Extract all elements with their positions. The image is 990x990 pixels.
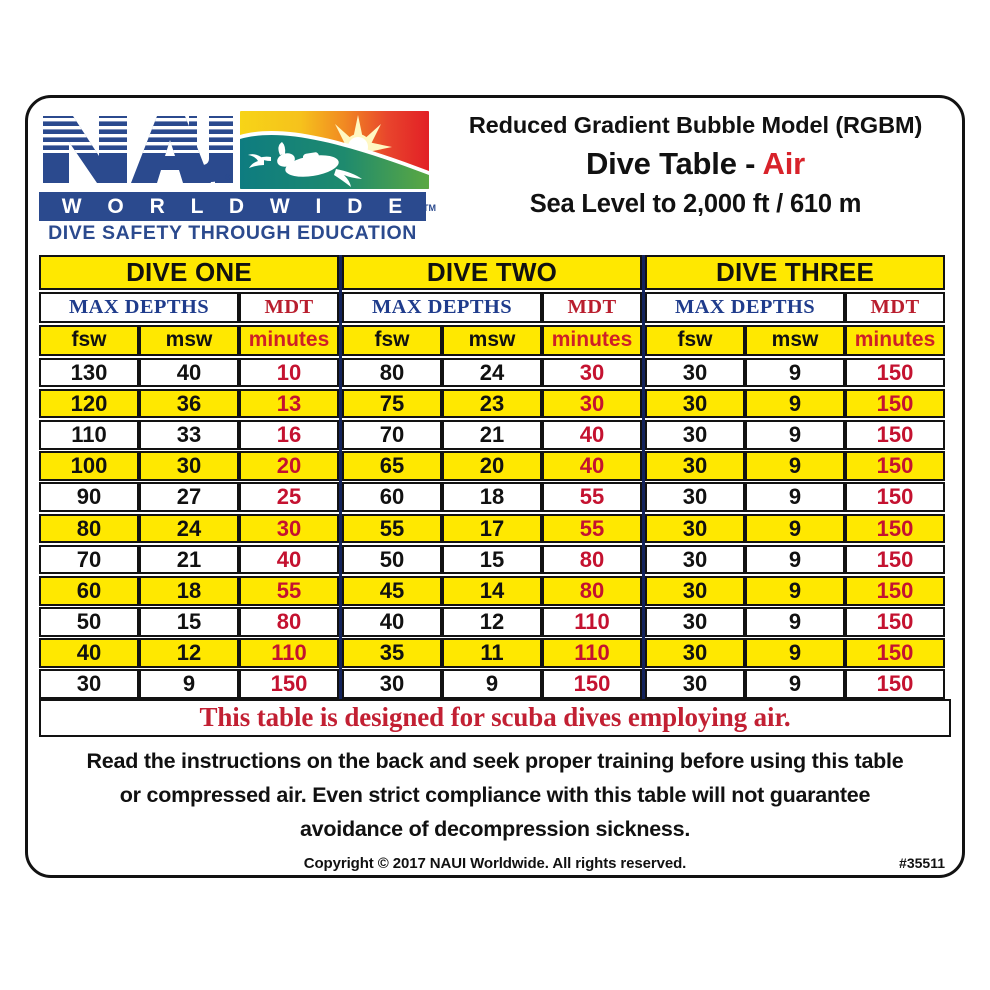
mdt-minutes-cell: 150: [845, 358, 945, 388]
minutes-unit-header: minutes: [845, 325, 945, 356]
depth-fsw-cell: 80: [39, 514, 139, 544]
depth-fsw-cell: 100: [39, 451, 139, 481]
minutes-unit-header: minutes: [239, 325, 339, 356]
diver-sunset-emblem-icon: [240, 111, 429, 189]
depth-msw-cell: 9: [745, 669, 845, 699]
table-row: [645, 514, 945, 544]
table-row: [645, 545, 945, 575]
dive-table: [39, 255, 951, 699]
max-depths-header: MAX DEPTHS: [39, 292, 239, 323]
depth-fsw-cell: 75: [342, 389, 442, 419]
mdt-minutes-cell: 150: [845, 514, 945, 544]
depth-msw-cell: 12: [442, 607, 542, 637]
mdt-minutes-cell: 150: [845, 482, 945, 512]
trademark-icon: TM: [423, 203, 436, 213]
dive-table-card: [25, 95, 965, 878]
naui-logo: [39, 110, 436, 245]
depth-msw-cell: 24: [139, 514, 239, 544]
depth-fsw-cell: 30: [645, 514, 745, 544]
depth-fsw-cell: 45: [342, 576, 442, 606]
mdt-minutes-cell: 80: [239, 607, 339, 637]
depth-fsw-cell: 70: [342, 420, 442, 450]
mdt-minutes-cell: 150: [845, 607, 945, 637]
depth-fsw-cell: 65: [342, 451, 442, 481]
depth-msw-cell: 9: [745, 358, 845, 388]
depth-msw-cell: 18: [139, 576, 239, 606]
depth-fsw-cell: 90: [39, 482, 139, 512]
mdt-minutes-cell: 150: [845, 420, 945, 450]
depth-fsw-cell: 30: [645, 638, 745, 668]
mdt-minutes-cell: 40: [542, 451, 642, 481]
altitude-line: Sea Level to 2,000 ft / 610 m: [529, 190, 862, 218]
naui-worldwide-bar: [39, 192, 436, 221]
footer-line-3: avoidance of decompression sickness.: [299, 817, 691, 841]
copyright-row: [39, 855, 951, 877]
air-notice-banner: This table is designed for scuba dives employing air.: [39, 699, 951, 737]
card-header: [28, 98, 962, 250]
depth-fsw-cell: 30: [645, 576, 745, 606]
fsw-unit-header: fsw: [342, 325, 442, 356]
dive-block-units: [342, 325, 642, 356]
table-row: [645, 669, 945, 699]
depth-msw-cell: 23: [442, 389, 542, 419]
table-row: [645, 607, 945, 637]
page-title-accent: Air: [762, 146, 806, 181]
table-row: [645, 389, 945, 419]
mdt-minutes-cell: 150: [239, 669, 339, 699]
title-block: [433, 108, 958, 219]
depth-msw-cell: 9: [745, 638, 845, 668]
table-row: [645, 638, 945, 668]
dive-block-title: DIVE THREE: [645, 255, 945, 290]
mdt-minutes-cell: 110: [542, 607, 642, 637]
depth-fsw-cell: 80: [342, 358, 442, 388]
fsw-unit-header: fsw: [645, 325, 745, 356]
mdt-minutes-cell: 10: [239, 358, 339, 388]
depth-fsw-cell: 30: [645, 669, 745, 699]
depth-fsw-cell: 130: [39, 358, 139, 388]
mdt-minutes-cell: 55: [542, 514, 642, 544]
depth-msw-cell: 9: [745, 420, 845, 450]
depth-msw-cell: 36: [139, 389, 239, 419]
table-row: [645, 451, 945, 481]
depth-fsw-cell: 35: [342, 638, 442, 668]
table-row: [39, 358, 339, 388]
depth-msw-cell: 9: [745, 514, 845, 544]
mdt-minutes-cell: 40: [239, 545, 339, 575]
depth-msw-cell: 33: [139, 420, 239, 450]
depth-fsw-cell: 30: [645, 482, 745, 512]
table-row: [342, 607, 642, 637]
depth-fsw-cell: 40: [39, 638, 139, 668]
mdt-minutes-cell: 150: [542, 669, 642, 699]
dive-block-subheader: [645, 292, 945, 323]
depth-msw-cell: 14: [442, 576, 542, 606]
depth-msw-cell: 9: [442, 669, 542, 699]
fsw-unit-header: fsw: [39, 325, 139, 356]
depth-msw-cell: 40: [139, 358, 239, 388]
dive-block-title: DIVE ONE: [39, 255, 339, 290]
mdt-minutes-cell: 30: [239, 514, 339, 544]
naui-tagline: DIVE SAFETY THROUGH EDUCATION: [48, 222, 417, 244]
mdt-minutes-cell: 25: [239, 482, 339, 512]
depth-fsw-cell: 55: [342, 514, 442, 544]
table-row: [342, 451, 642, 481]
msw-unit-header: msw: [139, 325, 239, 356]
mdt-minutes-cell: 30: [542, 358, 642, 388]
mdt-minutes-cell: 55: [542, 482, 642, 512]
depth-msw-cell: 30: [139, 451, 239, 481]
page-title: [433, 146, 958, 182]
depth-msw-cell: 11: [442, 638, 542, 668]
svg-text:®: ®: [225, 173, 231, 182]
mdt-header: MDT: [239, 292, 339, 323]
page-title-main: Dive Table -: [585, 146, 763, 181]
table-row: [342, 420, 642, 450]
depth-msw-cell: 9: [139, 669, 239, 699]
depth-msw-cell: 24: [442, 358, 542, 388]
depth-fsw-cell: 30: [645, 607, 745, 637]
depth-fsw-cell: 60: [342, 482, 442, 512]
table-row: [342, 514, 642, 544]
mdt-minutes-cell: 150: [845, 576, 945, 606]
depth-fsw-cell: 30: [645, 358, 745, 388]
depth-fsw-cell: 120: [39, 389, 139, 419]
table-row: [39, 607, 339, 637]
mdt-minutes-cell: 30: [542, 389, 642, 419]
dive-block-1: [39, 255, 339, 699]
footer-line-2: or compressed air. Even strict compliance with this table will not guarantee: [119, 783, 871, 807]
depth-fsw-cell: 30: [645, 420, 745, 450]
model-line: Reduced Gradient Bubble Model (RGBM): [468, 112, 923, 138]
depth-fsw-cell: 50: [342, 545, 442, 575]
table-row: [39, 451, 339, 481]
mdt-minutes-cell: 13: [239, 389, 339, 419]
mdt-minutes-cell: 150: [845, 669, 945, 699]
depth-msw-cell: 27: [139, 482, 239, 512]
table-row: [39, 389, 339, 419]
footer: [39, 744, 951, 877]
table-row: [39, 669, 339, 699]
depth-fsw-cell: 60: [39, 576, 139, 606]
table-row: [39, 482, 339, 512]
table-row: [39, 576, 339, 606]
mdt-minutes-cell: 80: [542, 576, 642, 606]
dive-block-2: [342, 255, 642, 699]
depth-msw-cell: 18: [442, 482, 542, 512]
depth-msw-cell: 12: [139, 638, 239, 668]
naui-wordmark-icon: [39, 110, 235, 189]
depth-fsw-cell: 30: [645, 451, 745, 481]
msw-unit-header: msw: [442, 325, 542, 356]
mdt-minutes-cell: 150: [845, 545, 945, 575]
table-row: [342, 482, 642, 512]
depth-msw-cell: 9: [745, 482, 845, 512]
max-depths-header: MAX DEPTHS: [342, 292, 542, 323]
mdt-minutes-cell: 150: [845, 389, 945, 419]
depth-fsw-cell: 30: [342, 669, 442, 699]
minutes-unit-header: minutes: [542, 325, 642, 356]
mdt-header: MDT: [845, 292, 945, 323]
depth-fsw-cell: 70: [39, 545, 139, 575]
mdt-minutes-cell: 20: [239, 451, 339, 481]
depth-fsw-cell: 50: [39, 607, 139, 637]
depth-fsw-cell: 110: [39, 420, 139, 450]
table-row: [645, 358, 945, 388]
depth-msw-cell: 9: [745, 389, 845, 419]
mdt-minutes-cell: 16: [239, 420, 339, 450]
max-depths-header: MAX DEPTHS: [645, 292, 845, 323]
mdt-minutes-cell: 55: [239, 576, 339, 606]
dive-block-subheader: [342, 292, 642, 323]
depth-msw-cell: 9: [745, 545, 845, 575]
table-row: [645, 420, 945, 450]
mdt-minutes-cell: 150: [845, 451, 945, 481]
depth-msw-cell: 20: [442, 451, 542, 481]
footer-line-1: Read the instructions on the back and seek proper training before using this table: [86, 749, 904, 773]
dive-block-3: [645, 255, 945, 699]
depth-msw-cell: 21: [442, 420, 542, 450]
table-row: [342, 638, 642, 668]
table-row: [39, 514, 339, 544]
dive-block-title: DIVE TWO: [342, 255, 642, 290]
depth-msw-cell: 15: [139, 607, 239, 637]
depth-msw-cell: 21: [139, 545, 239, 575]
depth-fsw-cell: 30: [645, 545, 745, 575]
table-row: [39, 545, 339, 575]
depth-msw-cell: 17: [442, 514, 542, 544]
depth-msw-cell: 9: [745, 451, 845, 481]
mdt-header: MDT: [542, 292, 642, 323]
part-number: #35511: [899, 855, 945, 871]
mdt-minutes-cell: 40: [542, 420, 642, 450]
mdt-minutes-cell: 110: [239, 638, 339, 668]
depth-msw-cell: 9: [745, 576, 845, 606]
msw-unit-header: msw: [745, 325, 845, 356]
dive-block-units: [39, 325, 339, 356]
copyright-text: Copyright © 2017 NAUI Worldwide. All rights reserved.: [303, 855, 687, 872]
depth-msw-cell: 9: [745, 607, 845, 637]
table-row: [342, 576, 642, 606]
depth-fsw-cell: 40: [342, 607, 442, 637]
mdt-minutes-cell: 150: [845, 638, 945, 668]
table-row: [342, 669, 642, 699]
table-row: [645, 576, 945, 606]
dive-block-units: [645, 325, 945, 356]
table-row: [39, 638, 339, 668]
table-row: [645, 482, 945, 512]
mdt-minutes-cell: 80: [542, 545, 642, 575]
depth-msw-cell: 15: [442, 545, 542, 575]
naui-worldwide-text: W O R L D W I D E: [61, 195, 413, 218]
mdt-minutes-cell: 110: [542, 638, 642, 668]
table-row: [342, 389, 642, 419]
depth-fsw-cell: 30: [39, 669, 139, 699]
depth-fsw-cell: 30: [645, 389, 745, 419]
table-row: [342, 358, 642, 388]
dive-block-subheader: [39, 292, 339, 323]
table-row: [39, 420, 339, 450]
table-row: [342, 545, 642, 575]
